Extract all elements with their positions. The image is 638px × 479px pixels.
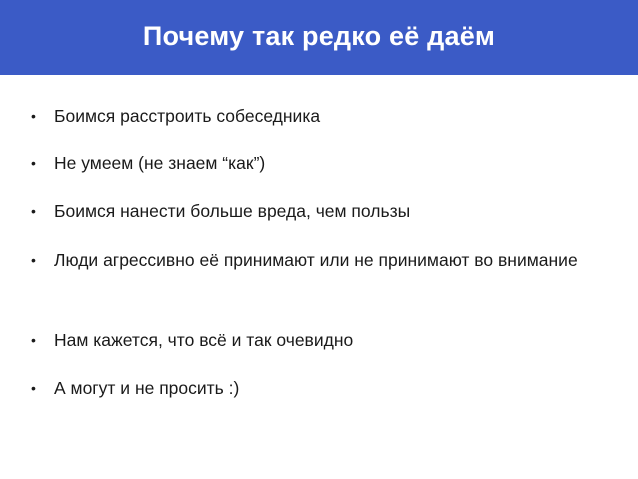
bullet-item <box>31 328 591 353</box>
bullet-text: Нам кажется, что всё и так очевидно <box>54 330 354 350</box>
bullet-item <box>31 104 591 129</box>
bullet-item <box>31 248 591 273</box>
bullet-icon: • <box>31 332 36 348</box>
bullet-icon: • <box>31 380 36 396</box>
bullet-icon: • <box>31 252 36 268</box>
bullet-text: Боимся расстроить собеседника <box>54 106 321 126</box>
bullet-text: Не умеем (не знаем “как”) <box>54 153 266 173</box>
bullet-text: А могут и не просить :) <box>54 378 240 398</box>
bullet-icon: • <box>31 108 36 124</box>
bullet-item <box>31 199 591 224</box>
slide-title: Почему так редко её даём <box>142 21 496 51</box>
bullet-icon: • <box>31 155 36 171</box>
bullet-icon: • <box>31 203 36 219</box>
bullet-text: Люди агрессивно её принимают или не принимают во внимание <box>54 250 578 270</box>
bullet-text: Боимся нанести больше вреда, чем пользы <box>54 201 411 221</box>
bullet-item <box>31 376 591 401</box>
bullet-item <box>31 151 591 176</box>
